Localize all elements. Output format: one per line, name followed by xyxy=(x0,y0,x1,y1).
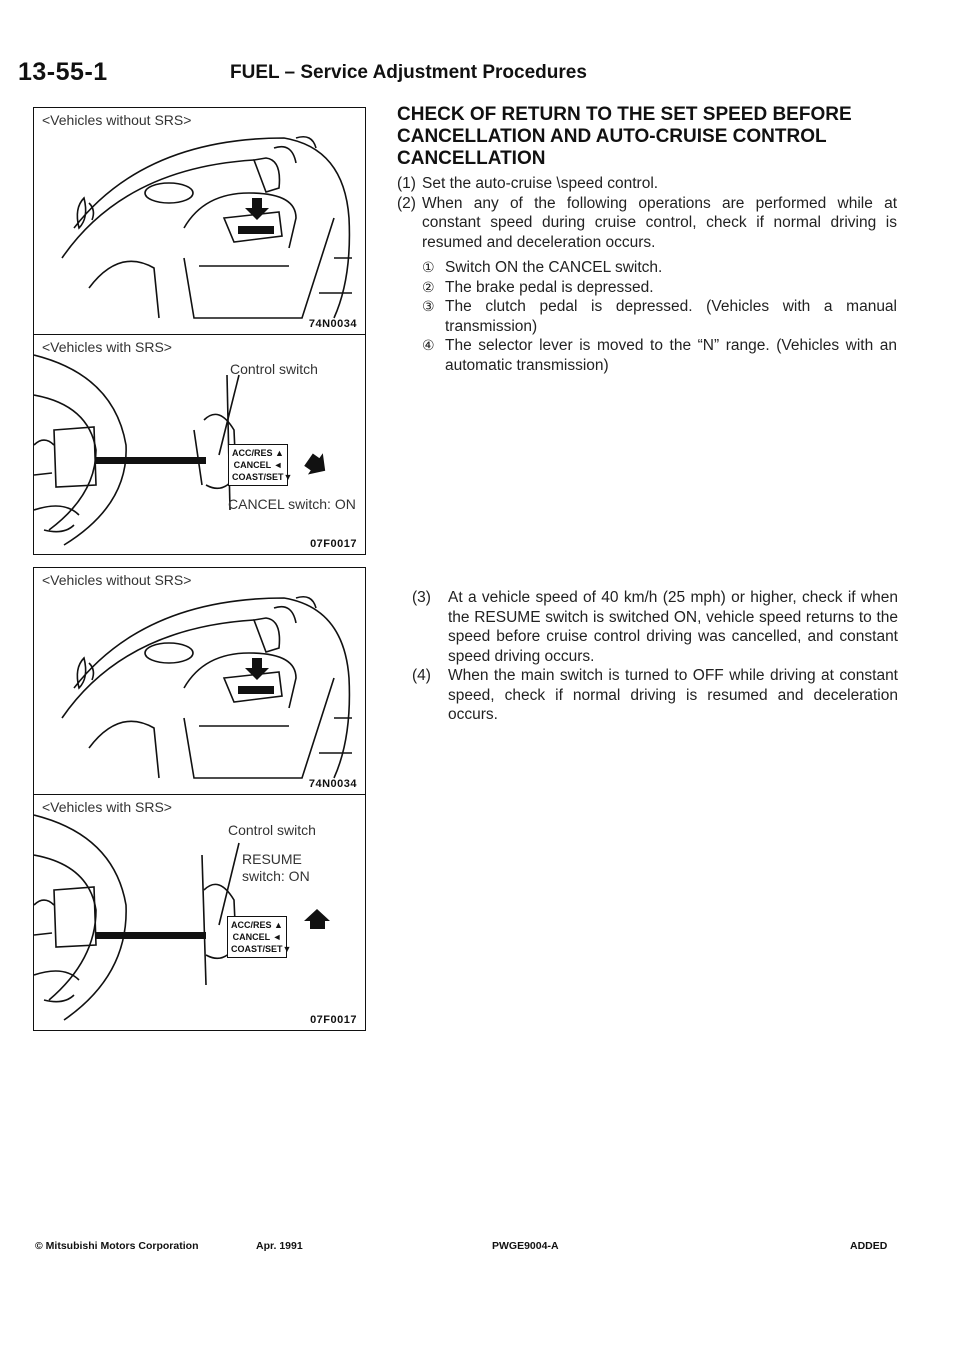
procedure-step xyxy=(412,588,898,666)
sub-step-text: The selector lever is moved to the “N” range. (Vehicles with an automatic transmission) xyxy=(445,337,897,374)
switch-acc-res-label: ACC/RES ▲ xyxy=(232,448,284,458)
procedure-list-2 xyxy=(412,588,898,725)
switch-coast-set-label: COAST/SET▼ xyxy=(232,472,293,482)
sub-step xyxy=(422,258,897,278)
footer-status: ADDED xyxy=(850,1240,888,1252)
step-text: When any of the following operations are performed while at constant speed during cruise control, check if normal driving is resumed and deceleration occurs. xyxy=(422,194,897,251)
switch-panel xyxy=(227,916,292,958)
step-text: Set the auto-cruise \speed control. xyxy=(422,175,659,192)
control-switch-label: Control switch xyxy=(230,361,318,377)
procedure-list-1 xyxy=(397,174,897,375)
figure-code: 07F0017 xyxy=(310,538,357,550)
step-marker: (2) xyxy=(397,194,416,212)
sub-step-marker: ② xyxy=(422,278,435,295)
switch-panel xyxy=(228,444,293,486)
figure-caption: <Vehicles without SRS> xyxy=(42,572,192,588)
resume-switch-label xyxy=(242,851,310,885)
switch-cancel-label: CANCEL ◄ xyxy=(232,932,282,942)
sub-step-marker: ① xyxy=(422,259,435,275)
step-text: At a vehicle speed of 40 km/h (25 mph) or higher, check if when the RESUME switch is switched ON, vehicle speed returns to the speed before cruise control driving was cancelled, and constant speed driving occurs. xyxy=(448,589,898,665)
resume-switch-label-line: RESUME xyxy=(242,851,302,867)
page-number: 13-55-1 xyxy=(18,58,108,86)
steering-wheel-illustration xyxy=(34,568,365,794)
figure-panel-without-srs xyxy=(34,568,365,795)
switch-acc-res-label: ACC/RES ▲ xyxy=(231,920,283,930)
section-heading: CHECK OF RETURN TO THE SET SPEED BEFORE CANCELLATION AND AUTO-CRUISE CONTROL CANCELLATION xyxy=(397,104,852,169)
step-marker: (4) xyxy=(412,667,431,684)
sub-step-text: The clutch pedal is depressed. (Vehicles with a manual transmission) xyxy=(445,298,897,335)
footer-copyright: © Mitsubishi Motors Corporation xyxy=(35,1240,199,1252)
figure-caption: <Vehicles with SRS> xyxy=(42,799,172,815)
sub-step-list xyxy=(422,258,897,375)
sub-step-text: Switch ON the CANCEL switch. xyxy=(445,259,663,276)
figure-caption: <Vehicles without SRS> xyxy=(42,112,192,128)
figure-panel-without-srs xyxy=(34,108,365,335)
figure-resume xyxy=(33,567,366,1031)
sub-step xyxy=(422,278,897,298)
resume-switch-label-line: switch: ON xyxy=(242,868,310,884)
page-title: FUEL – Service Adjustment Procedures xyxy=(230,62,587,83)
sub-step xyxy=(422,336,897,375)
procedure-step xyxy=(397,194,897,376)
figure-code: 74N0034 xyxy=(308,778,357,790)
sub-step-marker: ④ xyxy=(422,337,435,353)
sub-step xyxy=(422,297,897,336)
sub-step-text: The brake pedal is depressed. xyxy=(445,278,654,296)
switch-coast-set-label: COAST/SET▼ xyxy=(231,944,292,954)
switch-cancel-label: CANCEL ◄ xyxy=(233,460,283,470)
step-text: When the main switch is turned to OFF while driving at constant speed, check if normal driving is resumed and deceleration occurs. xyxy=(448,667,898,723)
cancel-switch-state-label: CANCEL switch: ON xyxy=(228,496,356,512)
steering-wheel-illustration xyxy=(34,108,365,334)
procedure-step xyxy=(397,174,897,194)
step-marker: (3) xyxy=(412,589,431,606)
figure-panel-with-srs xyxy=(34,335,365,554)
figure-code: 74N0034 xyxy=(308,318,357,330)
sub-step-marker: ③ xyxy=(422,298,435,314)
figure-code: 07F0017 xyxy=(310,1014,357,1026)
footer-date: Apr. 1991 xyxy=(256,1240,303,1252)
figure-caption: <Vehicles with SRS> xyxy=(42,339,172,355)
figure-cancel xyxy=(33,107,366,555)
step-marker: (1) xyxy=(397,175,416,192)
procedure-step xyxy=(412,666,898,725)
footer-doc-code: PWGE9004-A xyxy=(492,1240,559,1252)
figure-panel-with-srs xyxy=(34,795,365,1030)
control-switch-label: Control switch xyxy=(228,822,316,838)
